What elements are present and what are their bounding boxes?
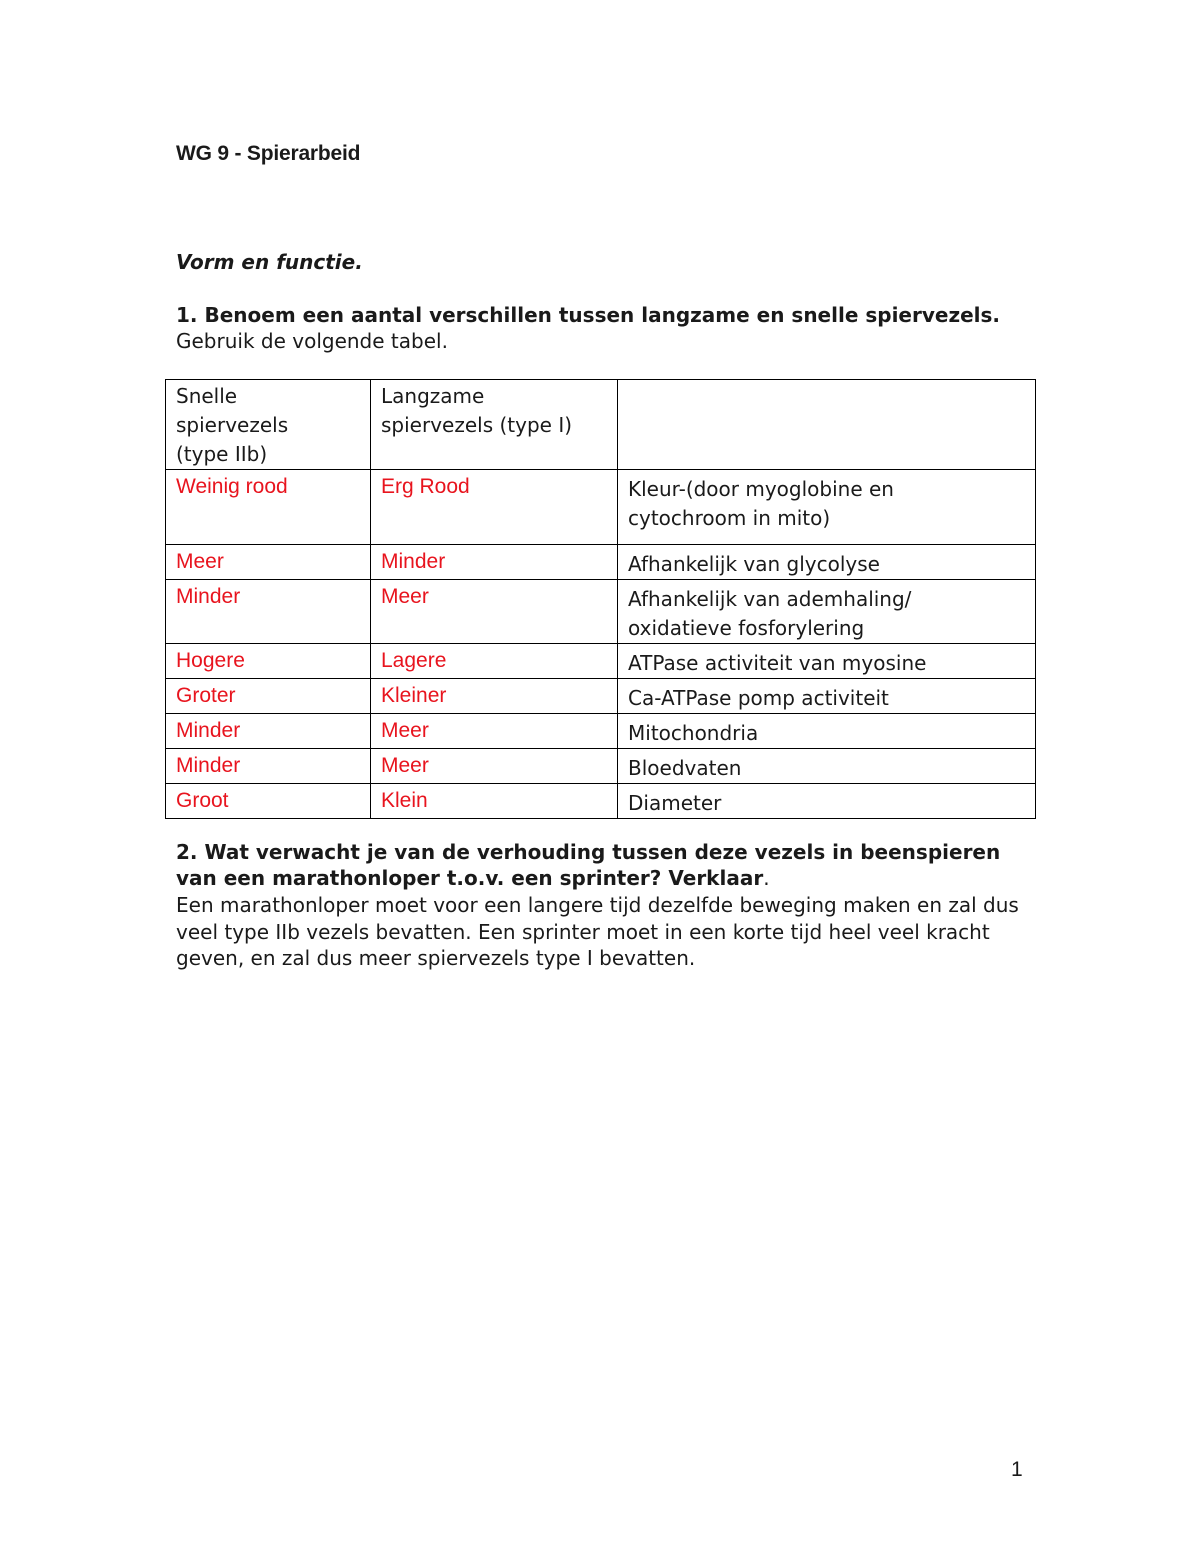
question-1-bold: 1. Benoem een aantal verschillen tussen langzame en snelle spiervezels. xyxy=(176,303,1001,327)
fast-fiber-cell: Minder xyxy=(166,580,371,644)
slow-fiber-cell: Lagere xyxy=(371,644,618,679)
header-slow-fibers: Langzame spiervezels (type I) xyxy=(371,380,618,470)
question-2 xyxy=(176,839,1046,891)
fast-fiber-cell: Minder xyxy=(166,714,371,749)
header-fast-fibers: Snelle spiervezels (type IIb) xyxy=(166,380,371,470)
property-cell: Diameter xyxy=(618,784,1036,819)
slow-fiber-cell: Minder xyxy=(371,545,618,580)
fast-fiber-cell: Meer xyxy=(166,545,371,580)
table-row xyxy=(166,749,1036,784)
section-heading: Vorm en functie. xyxy=(176,250,363,274)
property-cell: Ca-ATPase pomp activiteit xyxy=(618,679,1036,714)
slow-fiber-cell: Meer xyxy=(371,580,618,644)
property-cell: Mitochondria xyxy=(618,714,1036,749)
slow-fiber-cell: Kleiner xyxy=(371,679,618,714)
table-row xyxy=(166,784,1036,819)
page-number: 1 xyxy=(1011,1458,1023,1481)
fast-fiber-cell: Groot xyxy=(166,784,371,819)
property-cell: Kleur-(door myoglobine en cytochroom in mito) xyxy=(618,470,1036,545)
table-row xyxy=(166,714,1036,749)
property-cell: ATPase activiteit van myosine xyxy=(618,644,1036,679)
question-1 xyxy=(176,302,1046,354)
slow-fiber-cell: Klein xyxy=(371,784,618,819)
fast-fiber-cell: Weinig rood xyxy=(166,470,371,545)
slow-fiber-cell: Meer xyxy=(371,749,618,784)
table-header-row xyxy=(166,380,1036,470)
fast-fiber-cell: Hogere xyxy=(166,644,371,679)
question-2-bold: 2. Wat verwacht je van de verhouding tussen deze vezels in beenspieren van een marathonloper t.o.v. een sprinter? Verklaar xyxy=(176,840,1001,890)
property-cell: Afhankelijk van glycolyse xyxy=(618,545,1036,580)
slow-fiber-cell: Erg Rood xyxy=(371,470,618,545)
fiber-comparison-table xyxy=(165,379,1036,819)
question-2-rest: . xyxy=(763,866,770,890)
page-title: WG 9 - Spierarbeid xyxy=(176,142,361,165)
question-1-rest: Gebruik de volgende tabel. xyxy=(176,329,448,353)
slow-fiber-cell: Meer xyxy=(371,714,618,749)
table-row xyxy=(166,545,1036,580)
table-row xyxy=(166,470,1036,545)
answer-2: Een marathonloper moet voor een langere tijd dezelfde beweging maken en zal dus veel type IIb vezels bevatten. Een sprinter moet in een korte tijd heel veel kracht geven, en zal dus meer spiervezels type I bevatten. xyxy=(176,893,1019,970)
property-cell: Afhankelijk van ademhaling/ oxidatieve fosforylering xyxy=(618,580,1036,644)
table-row xyxy=(166,580,1036,644)
table-row xyxy=(166,679,1036,714)
fast-fiber-cell: Minder xyxy=(166,749,371,784)
fast-fiber-cell: Groter xyxy=(166,679,371,714)
property-cell: Bloedvaten xyxy=(618,749,1036,784)
header-property xyxy=(618,380,1036,470)
table-row xyxy=(166,644,1036,679)
